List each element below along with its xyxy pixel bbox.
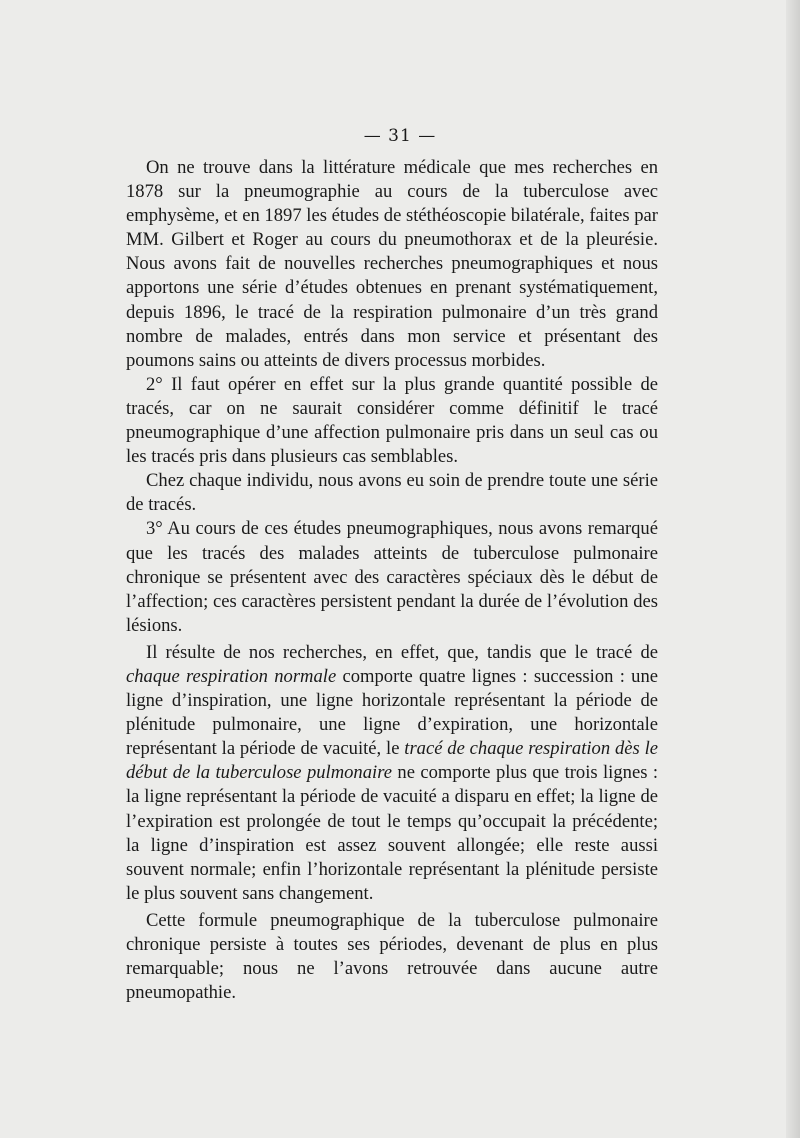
paragraph-results-italic-a: chaque respiration normale (126, 665, 337, 687)
paragraph-literature-text: On ne trouve dans la littérature médicale que mes recherches en 1878 sur la pneumographie au cours de la tuberculose avec emphysème, et en 1897 les études de stéthéoscopie bilatérale, faites par MM. Gilbert et Roger au cours du pneumothorax et de la pleurésie. Nous avons fait de nouvelles recherches pneumographiques et nous apportons une série d’études obtenues en prenant systématiquement, depuis 1896, le tracé de la respiration pulmonaire d’un très grand nombre de malades, entrés dans mon service et présentant des poumons sains ou atteints de divers processus morbides. (126, 157, 658, 371)
paragraph-point-2 (126, 373, 658, 469)
paragraph-results-italic-b: tracé de chaque respiration dès le début de la tuberculose pulmonaire (126, 738, 659, 784)
paragraph-results-text-a: Il résulte de nos recherches, en effet, que, tandis que le tracé de (146, 641, 658, 663)
paragraph-literature (126, 156, 658, 373)
paragraph-each-individual (126, 469, 658, 517)
page-number: — 31 — (363, 126, 437, 146)
paragraph-point-3-text: 3° Au cours de ces études pneumographiques, nous avons remarqué que les tracés des malades atteints de tuberculose pulmonaire chronique se présentent avec des caractères spéciaux dès le début de l’affection; ces caractères persistent pendant la durée de l’évolution des lésions. (126, 518, 658, 636)
paragraph-results-text-c: ne comporte plus que trois lignes : la ligne représentant la période de vacuité a disparu en effet; la ligne de l’expiration est prolongée de tout le temps qu’occupait la précédente; la ligne d’inspiration est assez souvent allongée; elle reste aussi souvent normale; enfin l’horizontale représentant la plénitude persiste le plus souvent sans changement. (126, 762, 658, 904)
paragraph-point-2-text: 2° Il faut opérer en effet sur la plus grande quantité possible de tracés, car on ne saurait considérer comme définitif le tracé pneumographique d’une affection pulmonaire pris dans un seul cas ou les tracés pris dans plusieurs cas semblables. (126, 373, 658, 468)
page-edge-shadow (786, 0, 800, 1138)
paragraph-point-3 (126, 517, 658, 637)
paragraph-each-individual-text: Chez chaque individu, nous avons eu soin de prendre toute une série de tracés. (126, 470, 658, 516)
paragraph-formula-text: Cette formule pneumographique de la tuberculose pulmonaire chronique persiste à toutes ses périodes, devenant de plus en plus remarquable; nous ne l’avons retrouvée dans aucune autre pneumopathie. (126, 909, 658, 1004)
body-text (126, 156, 658, 1005)
paragraph-results (126, 641, 658, 906)
paragraph-results-text-b: comporte quatre lignes : succession : une ligne d’inspiration, une ligne horizontale représentant la période de plénitude pulmonaire, une ligne d’expiration, une horizontale représentant la période de vacuité, le (126, 665, 658, 760)
paragraph-formula (126, 909, 658, 1005)
